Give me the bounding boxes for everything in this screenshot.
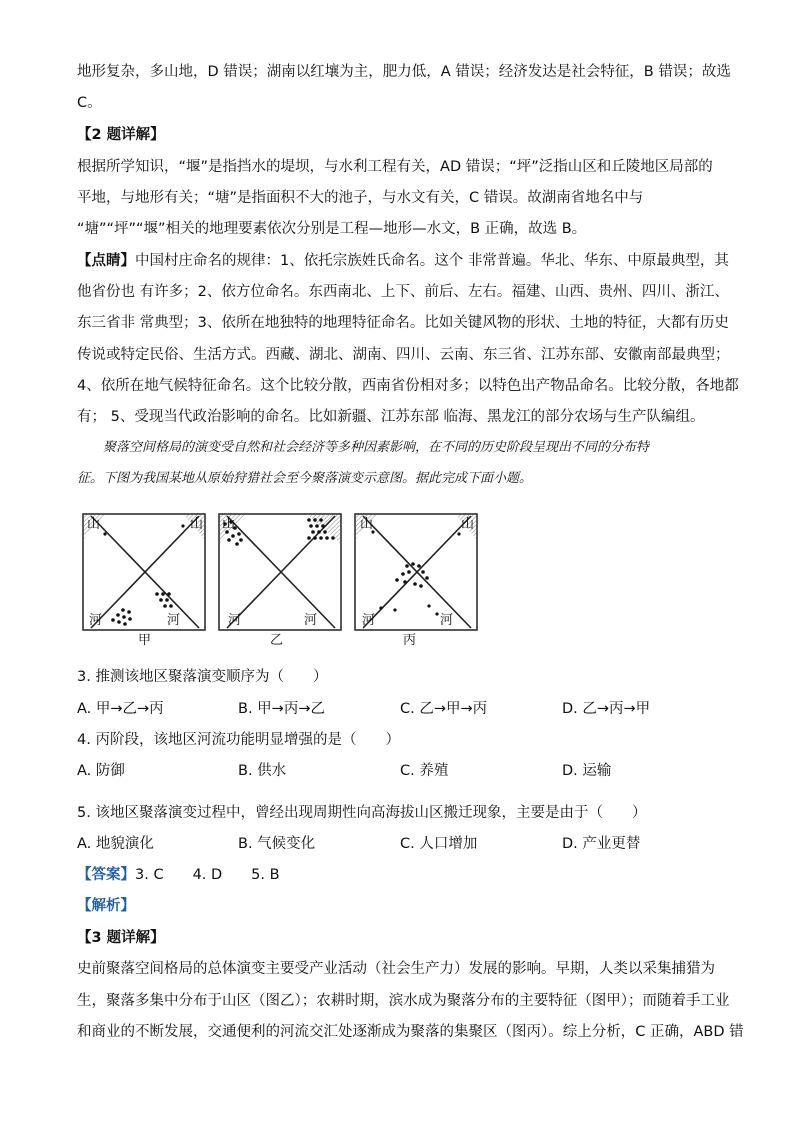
line-5: “塘”“坪”“堰”相关的地理要素依次分别是工程—地形—水文，B 正确，故选 B。 xyxy=(77,221,587,237)
line-6 xyxy=(77,251,729,271)
panel-yi-river-left: 河 xyxy=(228,613,242,628)
q5-option-c: C. 人口增加 xyxy=(400,836,478,852)
panel-jia-caption: 甲 xyxy=(138,633,152,648)
q5-option-b: B. 气候变化 xyxy=(238,836,316,852)
q3-option-c: C. 乙→甲→丙 xyxy=(400,701,488,717)
settlement-figure xyxy=(80,512,480,650)
line-13: 生，聚落多集中分布于山区（图乙）；农耕时期，滨水成为聚落分布的主要特征（图甲）；而随着手工业 xyxy=(77,993,730,1009)
intro-line-2: 征。下图为我国某地从原始狩猎社会至今聚落演变示意图。据此完成下面小题。 xyxy=(77,471,533,486)
line-12: 史前聚落空间格局的总体演变主要受产业活动（社会生产力）发展的影响。早期，人类以采集捕猎为 xyxy=(77,961,715,977)
line-14: 和商业的不断发展，交通便利的河流交汇处逐渐成为聚落的集聚区（图丙）。综上分析，C 正确，ABD 错 xyxy=(77,1024,744,1040)
line-4: 平地，与地形有关；“塘”是指面积不大的池子，与水文有关，C 错误。故湖南省地名中与 xyxy=(77,190,644,206)
panel-jia-river-right: 河 xyxy=(167,613,181,628)
question-5: 5. 该地区聚落演变过程中，曾经出现周期性向高海拔山区搬迁现象，主要是由于（ ） xyxy=(77,805,647,821)
q3-option-d: D. 乙→丙→甲 xyxy=(562,701,651,717)
panel-jia-mountain-left: 山 xyxy=(87,517,101,532)
analysis-tag: 【解析】 xyxy=(77,898,135,914)
q3-option-a: A. 甲→乙→丙 xyxy=(77,701,164,717)
q5-option-d: D. 产业更替 xyxy=(562,836,641,852)
question-3: 3. 推测该地区聚落演变顺序为（ ） xyxy=(77,669,328,685)
line-11: 有； 5、受现当代政治影响的命名。比如新疆、江苏东部 临海、黑龙江的部分农场与生产队编组。 xyxy=(77,409,705,425)
panel-bing-river-right: 河 xyxy=(440,613,454,628)
answer-values: 3. C 4. D 5. B xyxy=(135,867,280,883)
line-9: 传说或特定民俗、生活方式。西藏、湖北、湖南、四川、云南、东三省、江苏东部、安徽南部最典型； xyxy=(77,347,730,363)
panel-bing-mountain-right: 山 xyxy=(461,517,475,532)
line-2: C。 xyxy=(77,95,102,111)
panel-yi-mountain-left: 山 xyxy=(222,517,236,532)
q4-option-a: A. 防御 xyxy=(77,763,125,779)
dianjing-tag: 【点睛】 xyxy=(77,253,135,269)
panel-bing-mountain-left: 山 xyxy=(360,517,374,532)
answer-line xyxy=(77,865,280,885)
q3-detail-heading: 【3 题详解】 xyxy=(77,930,165,946)
q4-option-b: B. 供水 xyxy=(238,763,287,779)
line-10: 4、依所在地气候特征命名。这个比较分散，西南省份相对多；以特色出产物品命名。比较分散，各地都 xyxy=(77,378,739,394)
panel-yi-river-right: 河 xyxy=(304,613,318,628)
panel-bing-caption: 丙 xyxy=(403,633,417,648)
line-7: 他省份也 有许多；2、依方位命名。东西南北、上下、前后、左右。福建、山西、贵州、四川、浙江、 xyxy=(77,284,729,300)
line-1: 地形复杂，多山地，D 错误；湖南以红壤为主，肥力低，A 错误；经济发达是社会特征，B 错误；故选 xyxy=(77,64,731,80)
line-8: 东三省非 常典型；3、依所在地独特的地理特征命名。比如关键风物的形状、土地的特征，大都有历史 xyxy=(77,315,729,331)
intro-line-1: 聚落空间格局的演变受自然和社会经济等多种因素影响，在不同的历史阶段呈现出不同的分布特 xyxy=(103,440,650,455)
q2-detail-heading: 【2 题详解】 xyxy=(77,127,165,143)
q4-option-d: D. 运输 xyxy=(562,763,612,779)
q3-option-b: B. 甲→丙→乙 xyxy=(238,701,325,717)
panel-bing-river-left: 河 xyxy=(362,613,376,628)
question-4: 4. 丙阶段，该地区河流功能明显增强的是（ ） xyxy=(77,732,400,748)
panel-yi-caption: 乙 xyxy=(270,633,284,648)
line-6-text: 中国村庄命名的规律：1、依托宗族姓氏命名。这个 非常普遍。华北、华东、中原最典型，其 xyxy=(135,253,729,269)
q4-option-c: C. 养殖 xyxy=(400,763,449,779)
answer-tag: 【答案】 xyxy=(77,867,135,883)
panel-jia-mountain-right: 山 xyxy=(190,517,204,532)
line-3: 根据所学知识，“堰”是指挡水的堤坝，与水利工程有关，AD 错误；“坪”泛指山区和丘陵地区局部的 xyxy=(77,159,713,175)
panel-jia-river-left: 河 xyxy=(89,613,103,628)
q5-option-a: A. 地貌演化 xyxy=(77,836,154,852)
